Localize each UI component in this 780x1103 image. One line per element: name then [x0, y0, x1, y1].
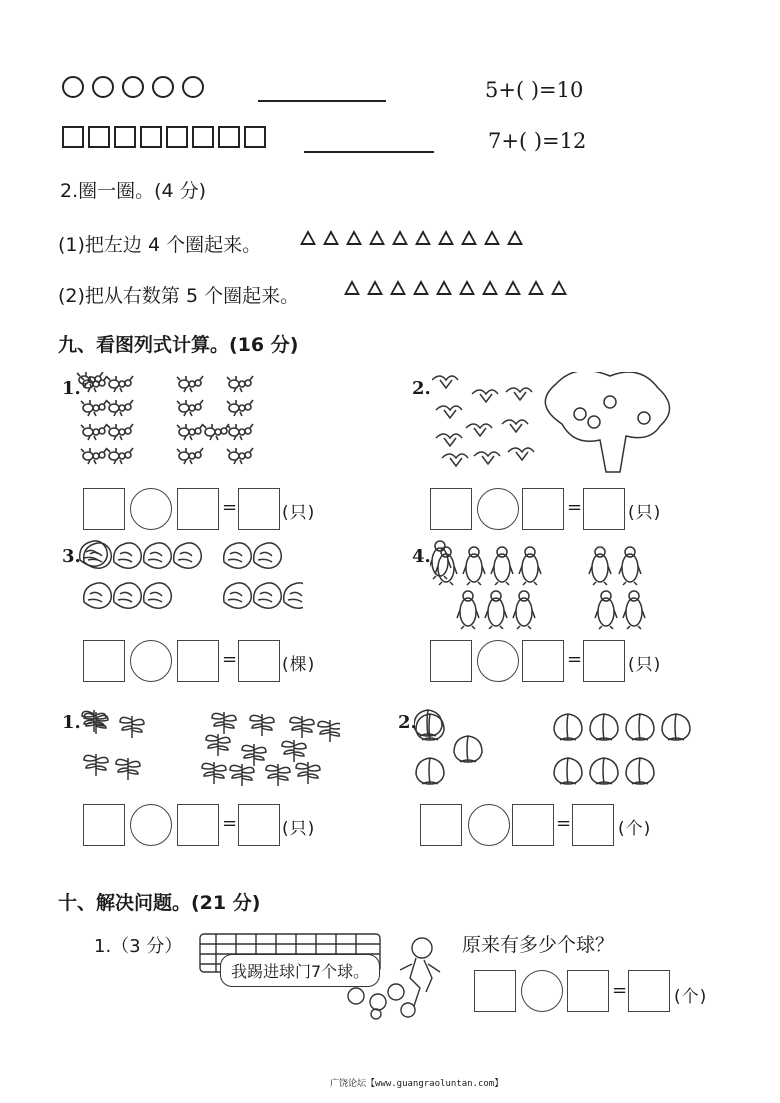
triangle-shape[interactable] [484, 230, 500, 245]
triangle-shape[interactable] [323, 230, 339, 245]
operator-circle[interactable] [477, 488, 519, 530]
triangle-shape[interactable] [507, 230, 523, 245]
operator-circle[interactable] [130, 640, 172, 682]
square-shape [62, 126, 84, 148]
unit-label: (只) [628, 503, 662, 523]
problem-number: 2. [412, 378, 431, 399]
equals-sign: = [612, 980, 628, 1001]
problem-number: 2. [398, 712, 417, 733]
q2-sub2: (2)把从右数第 5 个圈起来。 [58, 285, 300, 307]
triangles-row-2 [344, 280, 574, 299]
triangle-shape[interactable] [344, 280, 360, 295]
answer-box[interactable] [83, 804, 125, 846]
answer-box[interactable] [177, 488, 219, 530]
triangle-shape[interactable] [413, 280, 429, 295]
answer-box[interactable] [177, 640, 219, 682]
triangles-row-1 [300, 230, 530, 249]
equals-sign: = [222, 649, 238, 670]
answer-box[interactable] [628, 970, 670, 1012]
problem-10-1-number: 1.（3 分） [94, 936, 183, 957]
triangle-shape[interactable] [505, 280, 521, 295]
answer-box[interactable] [522, 488, 564, 530]
answer-box[interactable] [238, 640, 280, 682]
circle-shape [182, 76, 204, 98]
ant-icon [76, 372, 256, 478]
triangle-shape[interactable] [367, 280, 383, 295]
problem-10-1-question: 原来有多少个球？ [462, 934, 615, 956]
peach-icon [414, 706, 704, 794]
circles-row [62, 76, 212, 102]
operator-circle[interactable] [130, 488, 172, 530]
equation-1: 5+( )=10 [485, 78, 584, 102]
operator-circle[interactable] [477, 640, 519, 682]
q2-title: 2.圈一圈。(4 分) [60, 180, 207, 202]
unit-label: (个) [618, 819, 652, 839]
q2-sub1: (1)把左边 4 个圈起来。 [58, 234, 262, 256]
circle-shape [92, 76, 114, 98]
square-shape [218, 126, 240, 148]
unit-label: (只) [628, 655, 662, 675]
equation-2: 7+( )=12 [488, 129, 587, 153]
cabbage-icon [78, 540, 303, 616]
unit-label: (棵) [282, 655, 316, 675]
answer-box[interactable] [430, 488, 472, 530]
dragonfly-icon [80, 706, 340, 792]
triangle-shape[interactable] [346, 230, 362, 245]
circle-shape [62, 76, 84, 98]
answer-blank-1[interactable] [258, 100, 386, 102]
answer-blank-2[interactable] [304, 151, 434, 153]
answer-box[interactable] [238, 804, 280, 846]
answer-box[interactable] [177, 804, 219, 846]
section-9-title: 九、看图列式计算。(16 分) [58, 334, 299, 356]
unit-label: (只) [282, 819, 316, 839]
square-shape [114, 126, 136, 148]
answer-box[interactable] [430, 640, 472, 682]
footer-watermark: 广饶论坛【www.guangraoluntan.com】 [330, 1079, 504, 1089]
triangle-shape[interactable] [392, 230, 408, 245]
answer-box[interactable] [238, 488, 280, 530]
problem-number: 1. [62, 378, 81, 399]
answer-box[interactable] [512, 804, 554, 846]
answer-box[interactable] [474, 970, 516, 1012]
problem-number: 1. [62, 712, 81, 733]
triangle-shape[interactable] [415, 230, 431, 245]
square-shape [140, 126, 162, 148]
equals-sign: = [222, 497, 238, 518]
equals-sign: = [222, 813, 238, 834]
triangle-shape[interactable] [482, 280, 498, 295]
equals-sign: = [556, 813, 572, 834]
problem-number: 4. [412, 546, 431, 567]
answer-box[interactable] [83, 640, 125, 682]
square-shape [192, 126, 214, 148]
triangle-shape[interactable] [436, 280, 452, 295]
triangle-shape[interactable] [459, 280, 475, 295]
triangle-shape[interactable] [461, 230, 477, 245]
square-shape [88, 126, 110, 148]
triangle-shape[interactable] [390, 280, 406, 295]
problem-number: 3. [62, 546, 81, 567]
operator-circle[interactable] [468, 804, 510, 846]
circle-shape [152, 76, 174, 98]
equals-sign: = [567, 649, 583, 670]
circle-shape [122, 76, 144, 98]
unit-label: (只) [282, 503, 316, 523]
section-10-title: 十、解决问题。(21 分) [58, 892, 261, 914]
operator-circle[interactable] [521, 970, 563, 1012]
speech-bubble: 我踢进球门7个球。 [220, 954, 380, 987]
triangle-shape[interactable] [551, 280, 567, 295]
triangle-shape[interactable] [369, 230, 385, 245]
bird-icon [432, 372, 677, 474]
triangle-shape[interactable] [528, 280, 544, 295]
squares-row [62, 126, 270, 152]
answer-box[interactable] [83, 488, 125, 530]
penguin-icon [430, 540, 660, 632]
answer-box[interactable] [522, 640, 564, 682]
answer-box[interactable] [583, 488, 625, 530]
answer-box[interactable] [583, 640, 625, 682]
unit-label: (个) [674, 987, 708, 1007]
square-shape [244, 126, 266, 148]
triangle-shape[interactable] [300, 230, 316, 245]
equals-sign: = [567, 497, 583, 518]
answer-box[interactable] [567, 970, 609, 1012]
answer-box[interactable] [420, 804, 462, 846]
square-shape [166, 126, 188, 148]
triangle-shape[interactable] [438, 230, 454, 245]
operator-circle[interactable] [130, 804, 172, 846]
answer-box[interactable] [572, 804, 614, 846]
